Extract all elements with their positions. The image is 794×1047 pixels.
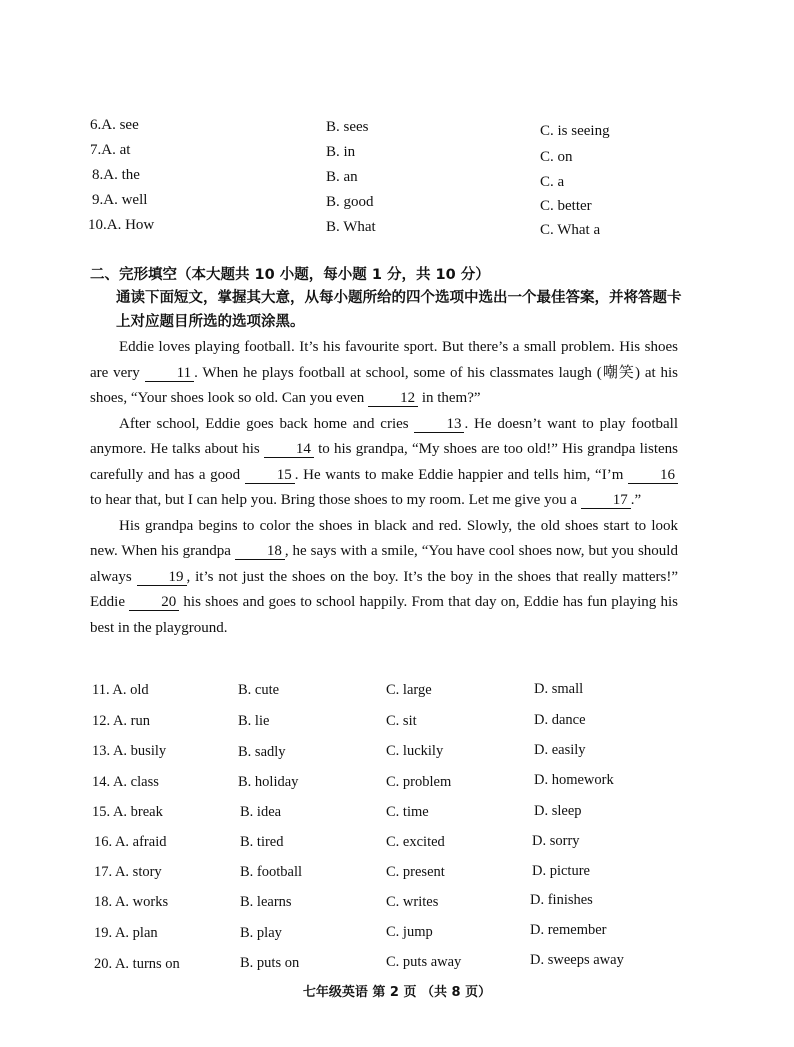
option-7b: B. in — [326, 144, 356, 160]
option-15a: 15. A. break — [92, 804, 163, 820]
section-instructions: 通读下面短文，掌握其大意，从每小题所给的四个选项中选出一个最佳答案，并将答题卡上对应题目所选的选项涂黑。 — [116, 290, 682, 330]
blank-11: 11 — [145, 365, 194, 382]
paragraph-1: Eddie loves playing football. It’s his favourite sport. But there’s a small problem. His shoes are very 11 . When he plays football at school, some of his classmates laugh (嘲笑) at his shoes, “Your shoes look so old. Can you even 12 in them?” — [90, 339, 678, 406]
option-18a: 18. A. works — [94, 894, 169, 910]
option-8c: C. a — [540, 174, 565, 190]
option-16b: B. tired — [240, 834, 284, 850]
blank-12: 12 — [368, 390, 418, 407]
option-14a: 14. A. class — [92, 774, 159, 790]
option-19d: D. remember — [530, 922, 607, 938]
blank-13: 13 — [414, 416, 464, 433]
option-10b: B. What — [326, 219, 376, 235]
option-17a: 17. A. story — [94, 864, 162, 880]
option-14b: B. holiday — [238, 774, 299, 790]
page-footer: 七年级英语 第 2 页 （共 8 页） — [302, 985, 492, 1000]
option-11c: C. large — [386, 682, 432, 698]
blank-16: 16 — [628, 467, 678, 484]
option-18d: D. finishes — [530, 892, 593, 908]
option-19c: C. jump — [386, 924, 433, 940]
option-18c: C. writes — [386, 894, 439, 910]
option-14c: C. problem — [386, 774, 452, 790]
option-19a: 19. A. plan — [94, 925, 158, 941]
option-20b: B. puts on — [240, 955, 300, 971]
option-13d: D. easily — [534, 742, 586, 758]
option-12b: B. lie — [238, 713, 270, 729]
option-20a: 20. A. turns on — [94, 956, 180, 972]
blank-20: 20 — [129, 594, 179, 611]
option-11d: D. small — [534, 681, 584, 697]
option-13a: 13. A. busily — [92, 743, 167, 759]
option-6b: B. sees — [326, 119, 369, 135]
option-15c: C. time — [386, 804, 429, 820]
option-16a: 16. A. afraid — [94, 834, 167, 850]
option-9c: C. better — [540, 198, 592, 214]
option-6a: 6.A. see — [90, 117, 139, 133]
option-16d: D. sorry — [532, 833, 580, 849]
option-14d: D. homework — [534, 772, 614, 788]
option-9a: 9.A. well — [92, 192, 148, 208]
option-7c: C. on — [540, 149, 573, 165]
option-9b: B. good — [326, 194, 374, 210]
option-13b: B. sadly — [238, 744, 286, 760]
option-11a: 11. A. old — [92, 682, 149, 698]
blank-19: 19 — [137, 569, 187, 586]
paragraph-3: His grandpa begins to color the shoes in black and red. Slowly, the old shoes start to look new. When his grandpa 18 , he says with a smile, “You have cool shoes now, but you should always 19 , it’s not just the shoes on the boy. It’s the boy in the shoes that really matters!” Eddie 20 his shoes and goes to school happily. From that day on, Eddie has fun playing his best in the playground. — [90, 517, 678, 636]
option-12d: D. dance — [534, 712, 586, 728]
option-15d: D. sleep — [534, 803, 582, 819]
option-12a: 12. A. run — [92, 713, 150, 729]
option-10a: 10.A. How — [88, 217, 155, 233]
option-17c: C. present — [386, 864, 445, 880]
option-12c: C. sit — [386, 713, 417, 729]
blank-18: 18 — [235, 543, 285, 560]
option-11b: B. cute — [238, 682, 280, 698]
option-20c: C. puts away — [386, 954, 462, 970]
option-8a: 8.A. the — [92, 167, 140, 183]
blank-17: 17 — [581, 492, 631, 509]
option-16c: C. excited — [386, 834, 445, 850]
paragraph-2: After school, Eddie goes back home and cries 13 . He doesn’t want to play football anymore. He talks about his 14 to his grandpa, “My shoes are too old!” His grandpa listens carefully and has a good 15 . He wants to make Eddie happier and tells him, “I’m 16 to hear that, but I can help you. Bring those shoes to my room. Let me give you a 17 .” — [90, 415, 678, 508]
option-17d: D. picture — [532, 863, 590, 879]
option-13c: C. luckily — [386, 743, 444, 759]
option-15b: B. idea — [240, 804, 282, 820]
option-6c: C. is seeing — [540, 123, 610, 139]
option-17b: B. football — [240, 864, 303, 880]
option-19b: B. play — [240, 925, 282, 941]
blank-14: 14 — [264, 441, 314, 458]
option-18b: B. learns — [240, 894, 292, 910]
cloze-passage — [90, 335, 678, 641]
section-title: 二、完形填空（本大题共 10 小题，每小题 1 分，共 10 分） — [90, 267, 490, 283]
option-20d: D. sweeps away — [530, 952, 624, 968]
option-10c: C. What a — [540, 222, 601, 238]
blank-15: 15 — [245, 467, 295, 484]
option-7a: 7.A. at — [90, 142, 131, 158]
option-8b: B. an — [326, 169, 358, 185]
